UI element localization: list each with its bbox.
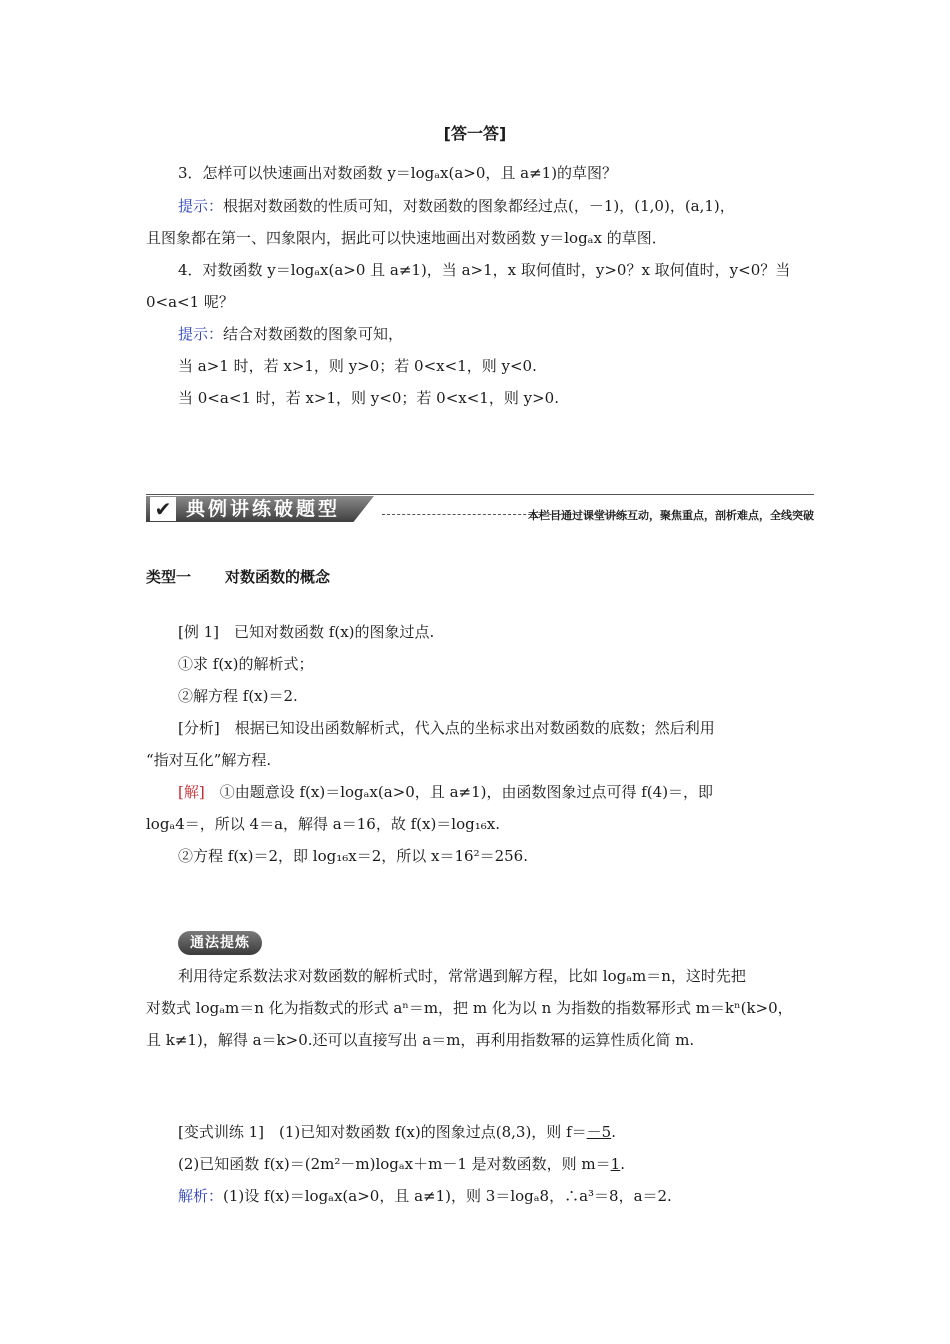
example-statement: [例 1] 已知对数函数 f(x)的图象过点. (178, 623, 435, 641)
method-line-3: 且 k≠1)，解得 a＝k>0.还可以直接写出 a＝m，再利用指数幂的运算性质化简 m. (146, 1031, 695, 1049)
variant-line-2 (178, 1154, 625, 1174)
method-badge-label: 通法提炼 (190, 935, 250, 951)
hint-text: 根据对数函数的性质可知，对数函数的图象都经过点(，－1)，(1,0)，(a,1)， (223, 197, 735, 215)
check-icon: ✔ (150, 497, 176, 521)
example-part-1: ①求 f(x)的解析式； (178, 655, 314, 673)
qa-title: [答一答] (443, 124, 507, 143)
section-banner (146, 494, 814, 526)
solution-text: ①由题意设 f(x)＝logₐx(a>0，且 a≠1)，由函数图象过点可得 f(4)＝，即 (219, 783, 714, 801)
banner-note: 本栏目通过课堂讲练互动，聚焦重点，剖析难点，全线突破 (528, 509, 814, 522)
example-solution-2: ②方程 f(x)＝2，即 log₁₆x＝2，所以 x＝16²＝256. (178, 847, 528, 865)
method-line-2: 对数式 logₐm＝n 化为指数式的形式 aⁿ＝m，把 m 化为以 n 为指数的指数幂形式 m＝kⁿ(k>0， (146, 999, 793, 1017)
qa-question-4-cont: 0<a<1 呢？ (146, 293, 234, 311)
qa-hint-3 (178, 196, 735, 216)
hint-label: 提示： (178, 197, 224, 215)
example-part-2: ②解方程 f(x)＝2. (178, 687, 298, 705)
qa-question-3: 3．怎样可以快速画出对数函数 y＝logₐx(a>0，且 a≠1)的草图？ (178, 164, 618, 182)
variant-q2-end: . (620, 1155, 625, 1173)
hint-text: 结合对数函数的图象可知， (223, 325, 404, 343)
type-title: 对数函数的概念 (225, 568, 331, 586)
type-heading (146, 567, 330, 587)
example-analysis-cont: “指对互化”解方程. (146, 751, 272, 769)
variant-a1: －5 (586, 1123, 612, 1141)
variant-line-1 (178, 1122, 616, 1142)
banner-title: 典例讲练破题型 (186, 498, 341, 520)
hint-label: 提示： (178, 325, 224, 343)
analysis-text: (1)设 f(x)＝logₐx(a>0，且 a≠1)，则 3＝logₐ8，∴a³＝8，a＝2. (223, 1187, 672, 1205)
variant-q1: [变式训练 1] (1)已知对数函数 f(x)的图象过点(8,3)，则 f＝ (178, 1123, 587, 1141)
method-line-1: 利用待定系数法求对数函数的解析式时，常常遇到解方程，比如 logₐm＝n，这时先把 (178, 967, 746, 985)
banner-rule (146, 494, 814, 495)
type-label: 类型一 (146, 568, 192, 586)
method-badge (178, 931, 262, 955)
variant-analysis (178, 1186, 672, 1206)
variant-a2: 1 (610, 1155, 621, 1173)
qa-hint-4 (178, 324, 403, 344)
variant-q2: (2)已知函数 f(x)＝(2m²－m)logₐx＋m－1 是对数函数，则 m＝ (178, 1155, 611, 1173)
qa-question-4: 4．对数函数 y＝logₐx(a>0 且 a≠1)，当 a>1，x 取何值时，y>0？x 取何值时，y<0？当 (178, 261, 791, 279)
qa-hint-3-cont: 且图象都在第一、四象限内，据此可以快速地画出对数函数 y＝logₐx 的草图． (146, 229, 667, 247)
example-analysis: [分析] 根据已知设出函数解析式，代入点的坐标求出对数函数的底数；然后利用 (178, 719, 715, 737)
example-solution (178, 782, 713, 802)
example-solution-cont: logₐ4＝，所以 4＝a，解得 a＝16，故 f(x)＝log₁₆x. (146, 815, 500, 833)
qa-hint-4-case1: 当 a>1 时，若 x>1，则 y>0；若 0<x<1，则 y<0. (178, 357, 537, 375)
solve-label: [解] (178, 783, 205, 801)
analysis-label: 解析： (178, 1187, 224, 1205)
qa-hint-4-case2: 当 0<a<1 时，若 x>1，则 y<0；若 0<x<1，则 y>0. (178, 389, 559, 407)
variant-q1-end: . (611, 1123, 616, 1141)
